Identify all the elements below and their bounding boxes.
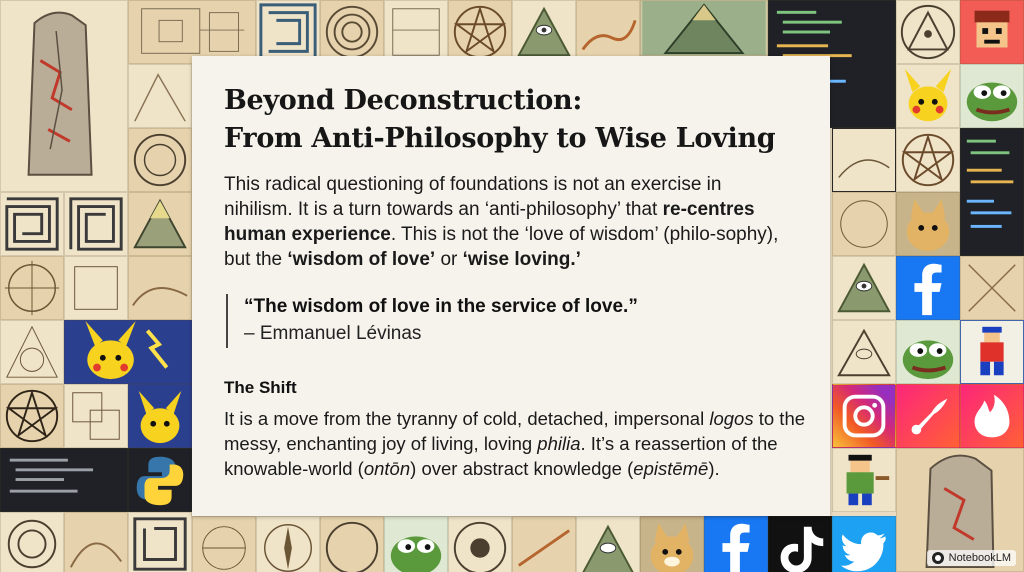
pixel-character-tile [960,320,1024,384]
title-line-1: Beyond Deconstruction: [224,85,582,116]
labyrinth-tile [0,512,64,572]
seal-tile [128,128,192,192]
rocket-app-tile [896,384,960,448]
blueprint-tile [64,256,128,320]
compass-tile [0,256,64,320]
pikachu-tile [64,320,192,384]
title-line-2: From Anti-Philosophy to Wise Loving [224,123,776,154]
section-heading: The Shift [224,378,297,397]
quote-author: – Emmanuel Lévinas [244,323,422,344]
shift-text: ) over abstract knowledge ( [410,458,634,479]
intro-emphasis: ‘wisdom of love’ [287,249,436,270]
facebook-logo-tile [704,516,768,572]
pixel-character-tile [832,448,896,512]
intro-paragraph [224,172,784,272]
twitter-logo-tile [832,516,896,572]
sketch-tile [832,128,896,192]
term-philia: philia [537,433,581,454]
term-logos: logos [709,408,754,429]
cracked-stone-tile [0,0,128,192]
maze-tile [0,192,64,256]
pikachu-tile [128,384,192,448]
code-window-tile [0,448,128,512]
doge-tile [896,192,960,256]
maze-tile [128,512,192,572]
pepe-frog-tile [384,516,448,572]
pikachu-tile [896,64,960,128]
blueprint-tile [64,384,128,448]
shift-text: to the messy, enchanting joy of living, loving [224,408,806,454]
illuminati-pyramid-tile [128,192,192,256]
tinder-logo-tile [960,384,1024,448]
shift-text: It is a move from the tyranny of cold, detached, impersonal [224,408,710,429]
facebook-logo-tile [896,256,960,320]
tiktok-logo-tile [768,516,832,572]
compass-tile [832,192,896,256]
content-card [192,56,830,516]
notebooklm-icon [932,552,944,564]
notebooklm-badge [927,550,1016,566]
seal-tile [320,516,384,572]
sketch-tile [128,64,192,128]
term-onton: ontōn [363,458,411,479]
sketch-tile [512,516,576,572]
quote-text: “The wisdom of love in the service of love.” [244,296,638,317]
illuminati-pyramid-tile [512,0,576,64]
map-tile [576,0,640,64]
illuminati-pyramid-tile [576,516,640,572]
maze-tile [256,0,320,64]
python-logo-tile [128,448,192,512]
slide-title [224,82,775,158]
seal-tile [448,516,512,572]
dollar-pyramid-tile [640,0,768,56]
term-episteme: epistēmē [633,458,709,479]
geometry-tile [0,320,64,384]
instagram-logo-tile [832,384,896,448]
quote-block [226,294,638,348]
brand-label: NotebookLM [948,552,1011,564]
pepe-frog-tile [896,320,960,384]
sketch-tile [64,512,128,572]
intro-text: . This is not the ‘love of wisdom’ (philo-sophy), but the [224,224,779,270]
intro-text: This radical questioning of foundations is not an exercise in nihilism. It is a turn towards an ‘anti-philosophy’ that [224,174,722,220]
sketch-tile [960,256,1024,320]
blueprint-tile [128,0,256,64]
pentagram-tile [896,128,960,192]
shift-text: ). [708,458,720,479]
illuminati-pyramid-tile [832,256,896,320]
shift-paragraph [224,406,814,481]
maze-tile [64,192,128,256]
labyrinth-tile [320,0,384,64]
illuminati-pyramid-tile [832,320,896,384]
doge-tile [640,516,704,572]
code-window-tile [960,128,1024,256]
compass-tile [256,516,320,572]
shift-text: . It’s a reassertion of the knowable-world ( [224,433,778,479]
blueprint-tile [384,0,448,64]
sketch-tile [128,256,192,320]
intro-text: or [435,249,463,270]
intro-emphasis: re-centres human experience [224,199,755,245]
pepe-frog-tile [960,64,1024,128]
blueprint-tile [192,516,256,572]
intro-emphasis: ‘wise loving.’ [462,249,581,270]
pentagram-tile [0,384,64,448]
pentagram-tile [448,0,512,64]
illuminati-pyramid-tile [896,0,960,64]
pixel-character-tile [960,0,1024,64]
